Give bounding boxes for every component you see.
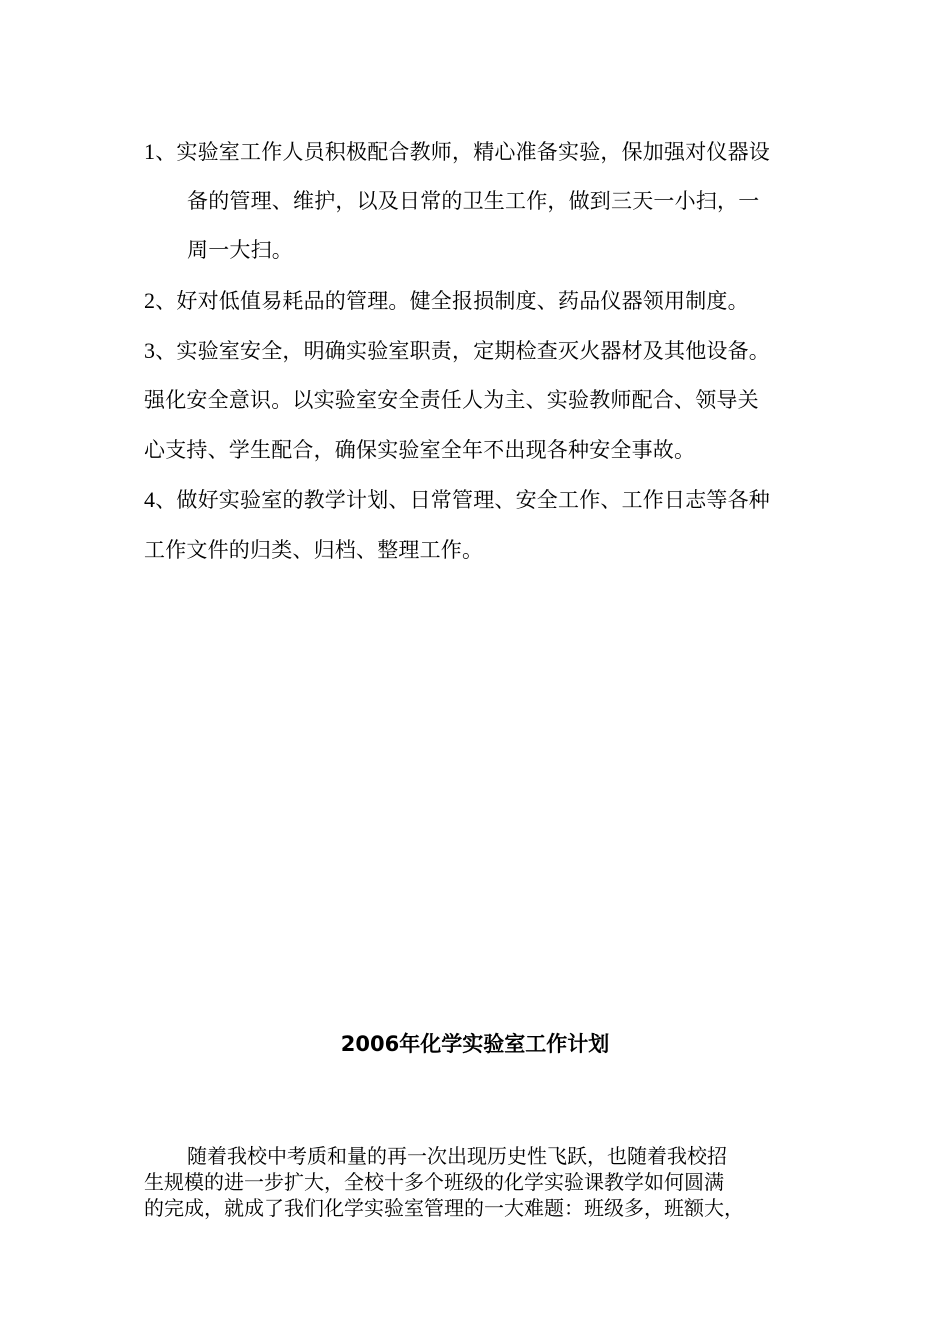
intro-paragraph-line-2: 生规模的进一步扩大，全校十多个班级的化学实验课教学如何圆满 [144, 1170, 724, 1194]
list-item-text: 、做好实验室的教学计划、日常管理、安全工作、工作日志等各种 [155, 488, 771, 512]
intro-paragraph-line-3: 的完成，就成了我们化学实验室管理的一大难题：班级多，班额大， [144, 1196, 744, 1220]
document-title: 2006年化学实验室工作计划 [340, 1032, 610, 1056]
list-item-text: 、实验室安全，明确实验室职责，定期检查灭火器材及其他设备。 [155, 339, 771, 363]
list-item-text: 、实验室工作人员积极配合教师，精心准备实验，保加强对仪器设 [155, 140, 771, 164]
list-item-2-line-1 [144, 286, 749, 316]
list-item-1-line-2: 备的管理、维护，以及日常的卫生工作，做到三天一小扫，一 [187, 189, 760, 213]
list-item-3-line-3: 心支持、学生配合，确保实验室全年不出现各种安全事故。 [144, 438, 696, 462]
list-item-3-line-2: 强化安全意识。以实验室安全责任人为主、实验教师配合、领导关 [144, 388, 759, 412]
intro-paragraph-line-1: 随着我校中考质和量的再一次出现历史性飞跃，也随着我校招 [187, 1144, 727, 1168]
list-item-number: 4 [144, 487, 156, 512]
list-item-3-line-1 [144, 336, 770, 366]
list-item-text: 、好对低值易耗品的管理。健全报损制度、药品仪器领用制度。 [155, 289, 749, 313]
list-item-number: 1 [144, 139, 156, 164]
list-item-1-line-3: 周一大扫。 [187, 238, 293, 262]
list-item-number: 2 [144, 288, 156, 313]
list-item-number: 3 [144, 338, 156, 363]
list-item-4-line-2: 工作文件的归类、归档、整理工作。 [144, 538, 484, 562]
list-item-1-line-1 [144, 137, 770, 167]
list-item-4-line-1 [144, 485, 770, 515]
